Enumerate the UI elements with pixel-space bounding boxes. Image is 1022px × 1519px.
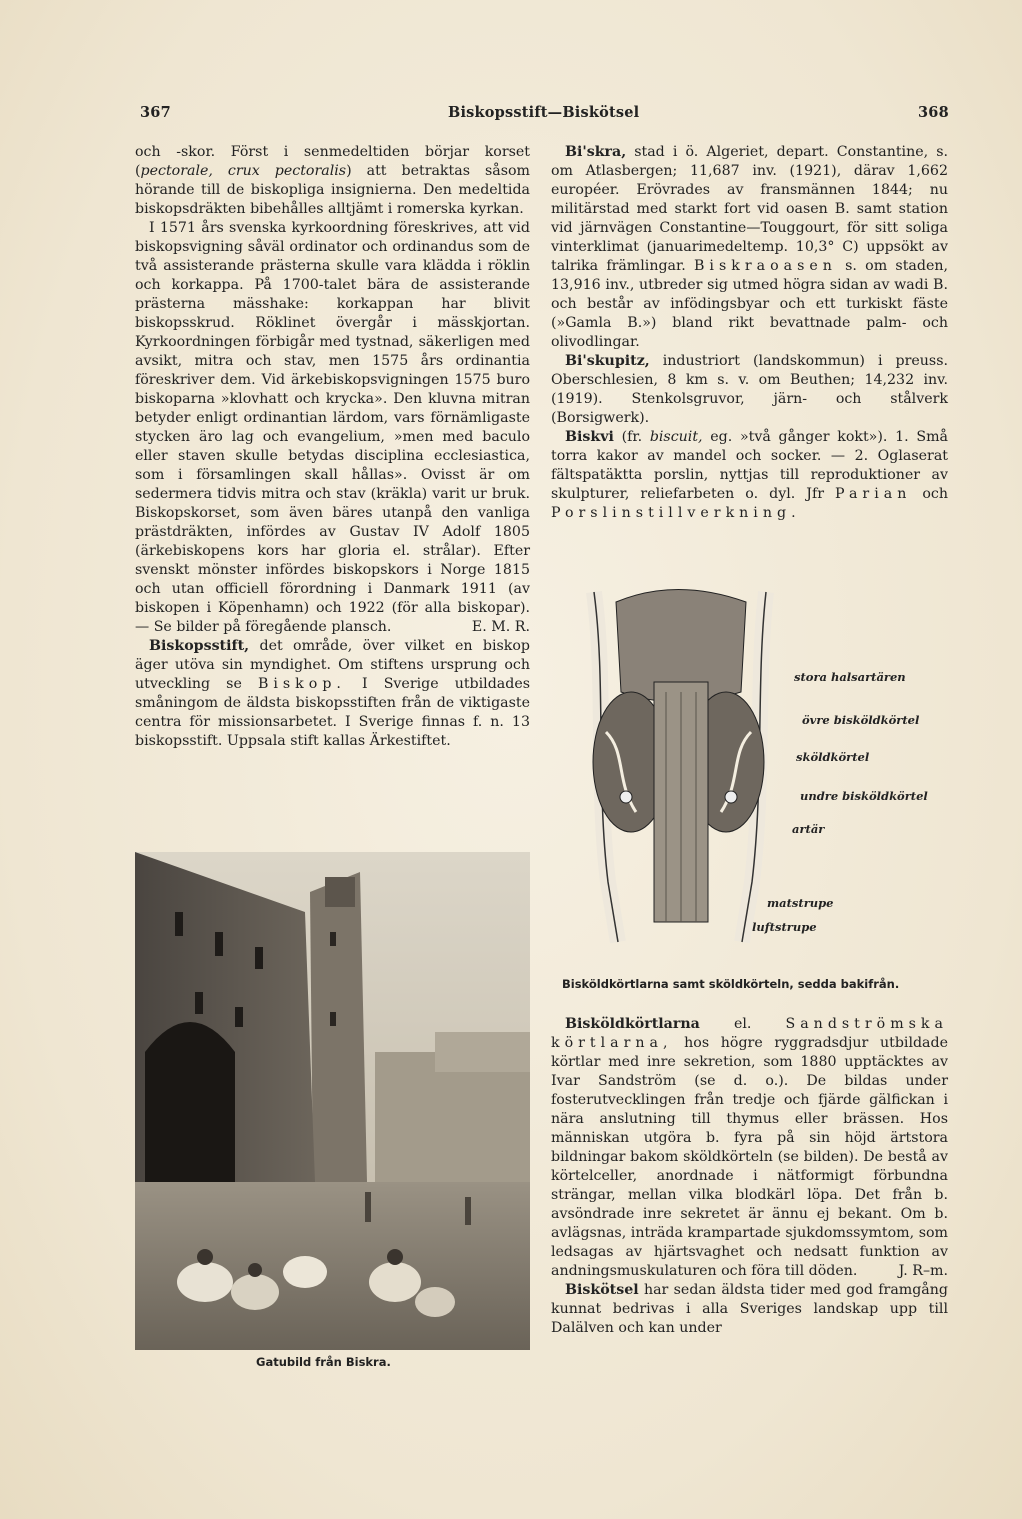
- signature: J. R–m.: [898, 1263, 948, 1279]
- label-ovre-biskoldkortel: övre bisköldkörtel: [802, 713, 920, 727]
- label-undre-biskoldkortel: undre bisköldkörtel: [800, 789, 928, 803]
- label-matstrupe: matstrupe: [767, 896, 834, 910]
- entry-biskoldkortlarna: Bisköldkörtlarna el. Sandströmska körtlarna, hos högre ryggradsdjur utbildade körtlar med inre sekretion, som 1880 upptäcktes av Ivar Sandström (se d. o.). De bildas under fosterutvecklingen från tredje och fjärde gälfickan i nära anslutning till thymus eller brässen. Hos människan utgöra b. fyra på sin höjd ärtstora bildningar bakom sköldkörteln (se bilden). De bestå av körtelceller, anordnade i nätformigt förbundna strängar, mellan vilka blodkärl löpa. Det från b. avsöndrade inre sekretet är ännu ej bekant. Om b. avlägsnas, inträda krampartade sjukdomssymtom, som ledsagas av hjärtsvaghet och nedsatt funktion av andningsmuskulaturen och föra till döden. J. R–m.: [551, 1016, 948, 1279]
- entry-biskopsstift: Biskopsstift, det område, över vilket en biskop äger utöva sin myndighet. Om stiftens ursprung och utveckling se Biskop. I Sverige utbildades småningom de äldsta biskopsstiften från de viktigaste centra för missionsarbetet. I Sverige finnas f. n. 13 biskopsstift. Uppsala stift kallas Ärkestiftet.: [135, 638, 530, 749]
- paragraph: I 1571 års svenska kyrkoordning föreskrives, att vid biskopsvigning såväl ordinator och ordinandus som de två assisterande prästerna skulle vara klädda i röklin och korkappa. På 1700-talet bära de assisterande prästerna mässhake: korkappan har blivit biskopsskrud. Röklinet övergår i mässkjortan. Kyrkoordningen förbigår med tystnad, säkerligen med avsikt, mitra och stav, men 1575 års ordinantia föreskriver dem. Vid ärkebiskopsvigningen 1575 buro biskoparna »klovhatt och krycka». Den kluvna mitran betyder enligt ordinantian lärdom, vars förnämligaste stycken äro lag och evangelium, »men med baculo eller staven skulle betydas disciplina ecclesiastica, som i församlingen skall hållas». Ovisst är om sedermera tidvis mitra och stav (kräkla) varit ur bruk. Biskopskorset, som även bäres utanpå den vanliga prästdräkten, infördes av Gustav IV Adolf 1805 (ärkebiskopens kors har gloria el. strålar). Efter svenskt mönster infördes biskopskors i Norge 1815 och utan officiell förordning i Danmark 1911 (av biskopen i Köpenhamn) och 1922 (för alla biskopar). — Se bilder på föregående plansch. E. M. R.: [135, 220, 530, 635]
- headword: Biskötsel: [565, 1282, 639, 1298]
- right-column-upper: [551, 143, 948, 523]
- cross-reference: Porslinstillverkning.: [551, 505, 801, 521]
- label-stora-halsartaren: stora halsartären: [794, 670, 906, 684]
- headword: Biskvi: [565, 429, 614, 445]
- right-column-lower: [551, 1015, 948, 1338]
- label-skoldkortel: sköldkörtel: [796, 750, 870, 764]
- headword: Bi'skupitz,: [565, 353, 650, 369]
- diagram-caption: Bisköldkörtlarna samt sköldkörteln, sedda bakifrån.: [562, 977, 900, 991]
- entry-biskotsel: Biskötsel har sedan äldsta tider med god framgång kunnat bedrivas i alla Sveriges landskap upp till Dalälven och kan under: [551, 1282, 948, 1336]
- entry-biskra: Bi'skra, stad i ö. Algeriet, depart. Constantine, s. om Atlasbergen; 11,687 inv. (1921), därav 1,662 européer. Erövrades av fransmännen 1844; nu militärstad med starkt fort vid oasen B. samt station vid järnvägen Constantine—Touggourt, för sitt soliga vinterklimat (januarimedeltemp. 10,3° C) uppsökt av talrika främlingar. Biskraoasen s. om staden, 13,916 inv., utbreder sig utmed högra sidan av wadi B. och består av infödingsbyar och ett turkiskt fäste (»Gamla B.») bland rikt bevattnade palm- och olivodlingar.: [551, 144, 948, 350]
- headword: Bi'skra,: [565, 144, 627, 160]
- photo-biskra: [135, 852, 530, 1350]
- paragraph: och -skor. Först i senmedeltiden börjar korset (pectorale, crux pectoralis) att betraktas såsom hörande till de biskopliga insignierna. Den medeltida biskopsdräkten bibehålles alltjämt i romerska kyrkan.: [135, 144, 531, 217]
- label-artar: artär: [792, 822, 825, 836]
- page-number-right: 368: [918, 104, 949, 121]
- cross-reference: Parian: [835, 486, 912, 502]
- street-scene-image: [135, 852, 530, 1350]
- diagram-thyroid: [566, 582, 786, 962]
- headword: Bisköldkörtlarna: [565, 1016, 700, 1032]
- page-number-left: 367: [140, 104, 171, 121]
- running-title: Biskopsstift—Biskötsel: [448, 104, 640, 121]
- entry-biskupitz: Bi'skupitz, industriort (landskommun) i preuss. Oberschlesien, 8 km s. v. om Beuthen; 14,232 inv. (1919). Stenkolsgruvor, järn- och stålverk (Borsigwerk).: [551, 353, 948, 426]
- entry-biskvi: Biskvi (fr. biscuit, eg. »två gånger kokt»). 1. Små torra kakor av mandel och socker. — 2. Oglaserat fältspatäktta porslin, nyttjas till reproduktioner av skulpturer, reliefarbeten o. dyl. Jfr Parian och Porslinstillverkning.: [551, 429, 948, 521]
- headword: Biskopsstift,: [149, 638, 250, 654]
- cross-reference: Biskop.: [257, 676, 346, 692]
- thyroid-illustration: [566, 582, 786, 962]
- cross-reference: Biskraoasen: [694, 258, 837, 274]
- label-luftstrupe: luftstrupe: [752, 920, 817, 934]
- signature: E. M. R.: [471, 619, 530, 635]
- photo-caption: Gatubild från Biskra.: [256, 1355, 391, 1369]
- cross-reference: Sandströmska körtlarna,: [551, 1016, 948, 1051]
- left-column: [135, 143, 530, 751]
